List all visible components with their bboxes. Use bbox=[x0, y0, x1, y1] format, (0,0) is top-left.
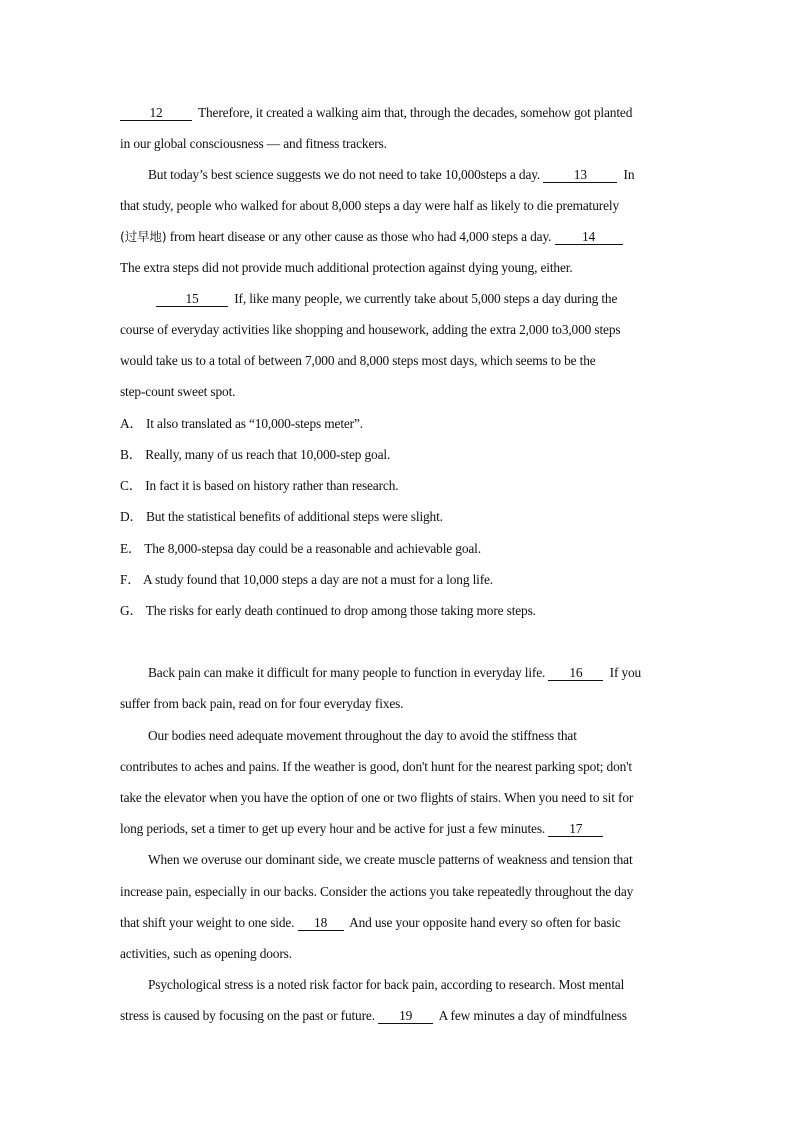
passage1-line-1-text: Therefore, it created a walking aim that, through the decades, somehow got planted bbox=[197, 105, 633, 120]
passage2-line-12 bbox=[120, 1007, 676, 1025]
passage1-line-9: would take us to a total of between 7,000 and 8,000 steps most days, which seems to be the bbox=[120, 353, 596, 368]
passage2-line-6-text: long periods, set a timer to get up every hour and be active for just a few minutes. bbox=[120, 821, 546, 836]
passage1-line-1 bbox=[120, 104, 676, 122]
passage1-line-3-text: But today’s best science suggests we do not need to take 10,000steps a day. bbox=[148, 167, 541, 182]
passage2-line-1-text: Back pain can make it difficult for many people to function in everyday life. bbox=[148, 665, 546, 680]
passage2-line-6 bbox=[120, 820, 676, 838]
passage1-line-2: in our global consciousness — and fitness trackers. bbox=[120, 136, 387, 151]
blank-16[interactable]: 16 bbox=[548, 665, 603, 681]
blank-19[interactable]: 19 bbox=[378, 1008, 433, 1024]
passage2-line-7: When we overuse our dominant side, we create muscle patterns of weakness and tension that bbox=[148, 852, 633, 867]
passage2-line-9 bbox=[120, 914, 676, 932]
passage1-line-3 bbox=[148, 166, 704, 184]
option-a: A． It also translated as “10,000-steps meter”. bbox=[120, 416, 363, 431]
passage1-line-10: step-count sweet spot. bbox=[120, 384, 236, 399]
blank-15[interactable]: 15 bbox=[156, 291, 228, 307]
passage2-line-11: Psychological stress is a noted risk factor for back pain, according to research. Most mental bbox=[148, 977, 625, 992]
passage2-line-1-after: If you bbox=[609, 665, 642, 680]
passage1-line-4: that study, people who walked for about 8,000 steps a day were half as likely to die prematurely bbox=[120, 198, 620, 213]
passage2-line-10: activities, such as opening doors. bbox=[120, 946, 292, 961]
blank-18[interactable]: 18 bbox=[298, 915, 344, 931]
passage2-line-4: contributes to aches and pains. If the weather is good, don't hunt for the nearest parking spot; don't bbox=[120, 759, 633, 774]
passage2-line-2: suffer from back pain, read on for four everyday fixes. bbox=[120, 696, 404, 711]
blank-12[interactable]: 12 bbox=[120, 105, 192, 121]
option-e: E． The 8,000-stepsa day could be a reasonable and achievable goal. bbox=[120, 541, 481, 556]
passage1-line-5-text: from heart disease or any other cause as those who had 4,000 steps a day. bbox=[169, 229, 552, 244]
passage1-line-3-after: In bbox=[623, 167, 635, 182]
passage1-line-7 bbox=[156, 290, 712, 308]
passage2-line-9-text: that shift your weight to one side. bbox=[120, 915, 295, 930]
passage1-line-6: The extra steps did not provide much additional protection against dying young, either. bbox=[120, 260, 573, 275]
option-g: G． The risks for early death continued to drop among those taking more steps. bbox=[120, 603, 536, 618]
passage2-line-5: take the elevator when you have the option of one or two flights of stairs. When you need to sit for bbox=[120, 790, 634, 805]
blank-13[interactable]: 13 bbox=[543, 167, 617, 183]
blank-17[interactable]: 17 bbox=[548, 821, 603, 837]
passage1-line-8: course of everyday activities like shopping and housework, adding the extra 2,000 to3,000 steps bbox=[120, 322, 621, 337]
passage2-line-12-after: A few minutes a day of mindfulness bbox=[438, 1008, 627, 1023]
blank-14[interactable]: 14 bbox=[555, 229, 623, 245]
option-d: D． But the statistical benefits of additional steps were slight. bbox=[120, 509, 443, 524]
passage2-line-9-after: And use your opposite hand every so often for basic bbox=[349, 915, 621, 930]
passage2-line-12-text: stress is caused by focusing on the past or future. bbox=[120, 1008, 375, 1023]
option-b: B． Really, many of us reach that 10,000-step goal. bbox=[120, 447, 391, 462]
passage1-line-5 bbox=[120, 228, 676, 246]
passage2-line-3: Our bodies need adequate movement throughout the day to avoid the stiffness that bbox=[148, 728, 577, 743]
passage2-line-1 bbox=[148, 664, 704, 682]
passage1-line-7-text: If, like many people, we currently take about 5,000 steps a day during the bbox=[234, 291, 618, 306]
chinese-gloss: (过早地) bbox=[120, 229, 167, 244]
option-c: C． In fact it is based on history rather than research. bbox=[120, 478, 399, 493]
passage2-line-8: increase pain, especially in our backs. Consider the actions you take repeatedly throughout the day bbox=[120, 884, 634, 899]
option-f: F． A study found that 10,000 steps a day are not a must for a long life. bbox=[120, 572, 494, 587]
